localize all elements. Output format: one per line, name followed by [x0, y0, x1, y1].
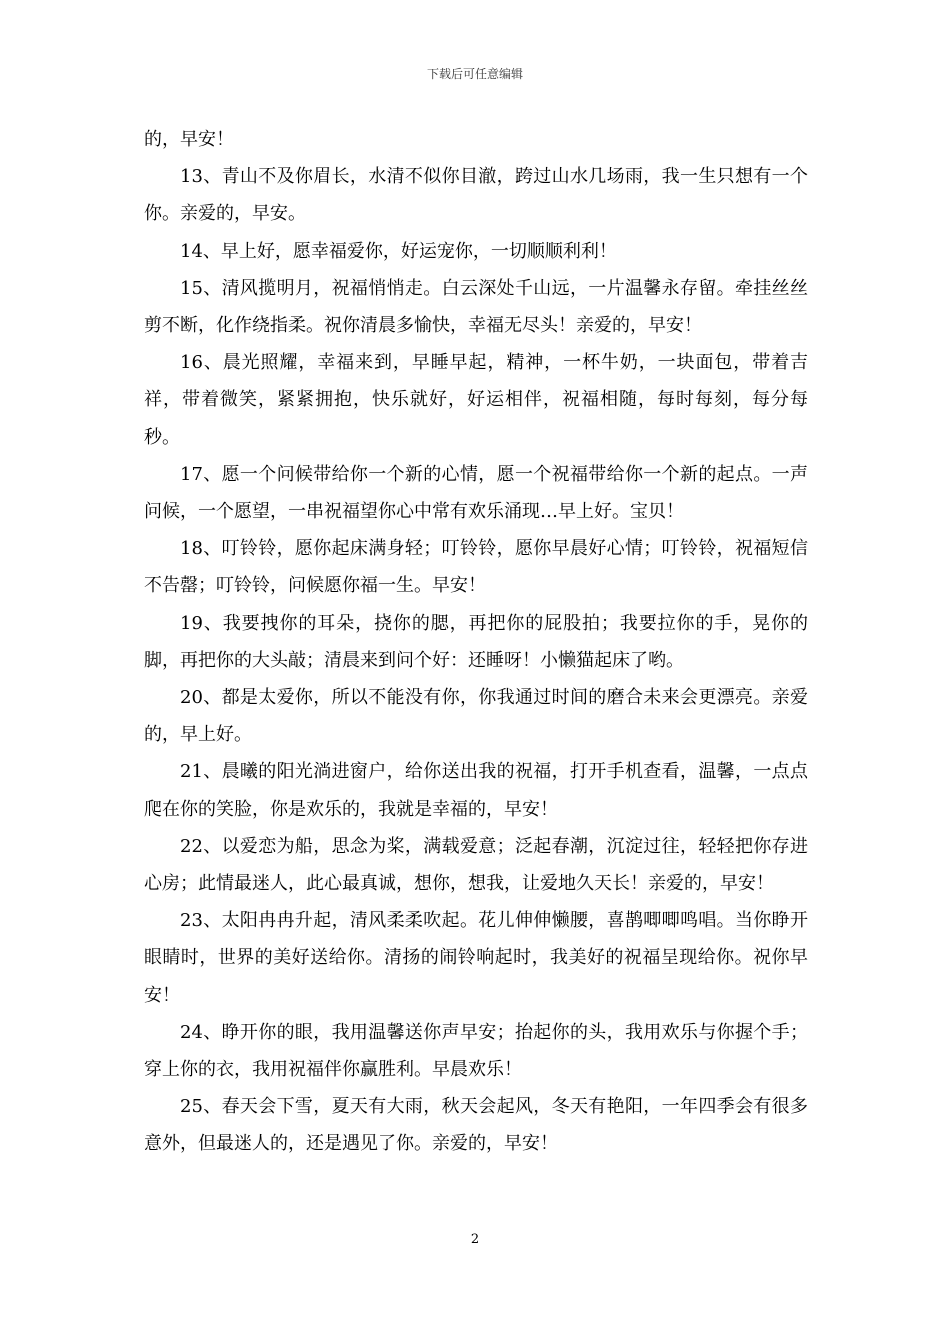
paragraph-17: 17、愿一个问候带给你一个新的心情，愿一个祝福带给你一个新的起点。一声问候，一个愿望，一串祝福望你心中常有欢乐涌现…早上好。宝贝！ — [144, 463, 808, 523]
paragraph-24: 24、睁开你的眼，我用温馨送你声早安；抬起你的头，我用欢乐与你握个手；穿上你的衣，我用祝福伴你赢胜利。早晨欢乐！ — [144, 1021, 808, 1081]
paragraph-21: 21、晨曦的阳光淌进窗户，给你送出我的祝福，打开手机查看，温馨，一点点爬在你的笑脸，你是欢乐的，我就是幸福的，早安！ — [144, 761, 808, 820]
paragraph-22: 22、以爱恋为船，思念为桨，满载爱意；泛起春潮，沉淀过往，轻轻把你存进心房；此情最迷人，此心最真诚，想你，想我，让爱地久天长！亲爱的，早安！ — [144, 835, 808, 895]
document-body — [144, 121, 808, 1163]
paragraph-19: 19、我要拽你的耳朵，挠你的腮，再把你的屁股拍；我要拉你的手，晃你的脚，再把你的大头敲；清晨来到问个好：还睡呀！小懒猫起床了哟。 — [144, 612, 808, 671]
paragraph-16: 16、晨光照耀，幸福来到，早睡早起，精神，一杯牛奶，一块面包，带着吉祥，带着微笑，紧紧拥抱，快乐就好，好运相伴，祝福相随，每时每刻，每分每秒。 — [144, 352, 808, 448]
paragraph-13: 13、青山不及你眉长，水清不似你目澈，跨过山水几场雨，我一生只想有一个你。亲爱的，早安。 — [144, 166, 808, 225]
paragraph-20: 20、都是太爱你，所以不能没有你，你我通过时间的磨合未来会更漂亮。亲爱的，早上好。 — [144, 687, 808, 746]
paragraph-18: 18、叮铃铃，愿你起床满身轻；叮铃铃，愿你早晨好心情；叮铃铃，祝福短信不告罄；叮铃铃，问候愿你福一生。早安！ — [144, 538, 808, 597]
paragraph-continuation: 的，早安！ — [144, 129, 234, 150]
paragraph-14: 14、早上好，愿幸福爱你，好运宠你，一切顺顺利利！ — [180, 240, 617, 262]
page-header: 下载后可任意编辑 — [426, 67, 523, 81]
paragraph-15: 15、清风揽明月，祝福悄悄走。白云深处千山远，一片温馨永存留。牵挂丝丝剪不断，化作绕指柔。祝你清晨多愉快，幸福无尽头！亲爱的，早安！ — [144, 277, 808, 337]
paragraph-23: 23、太阳冉冉升起，清风柔柔吹起。花儿伸伸懒腰，喜鹊唧唧鸣唱。当你睁开眼睛时，世界的美好送给你。清扬的闹铃响起时，我美好的祝福呈现给你。祝你早安！ — [144, 910, 808, 1006]
paragraph-25: 25、春天会下雪，夏天有大雨，秋天会起风，冬天有艳阳，一年四季会有很多意外，但最迷人的，还是遇见了你。亲爱的，早安！ — [144, 1096, 808, 1155]
page-number: 2 — [470, 1232, 480, 1247]
